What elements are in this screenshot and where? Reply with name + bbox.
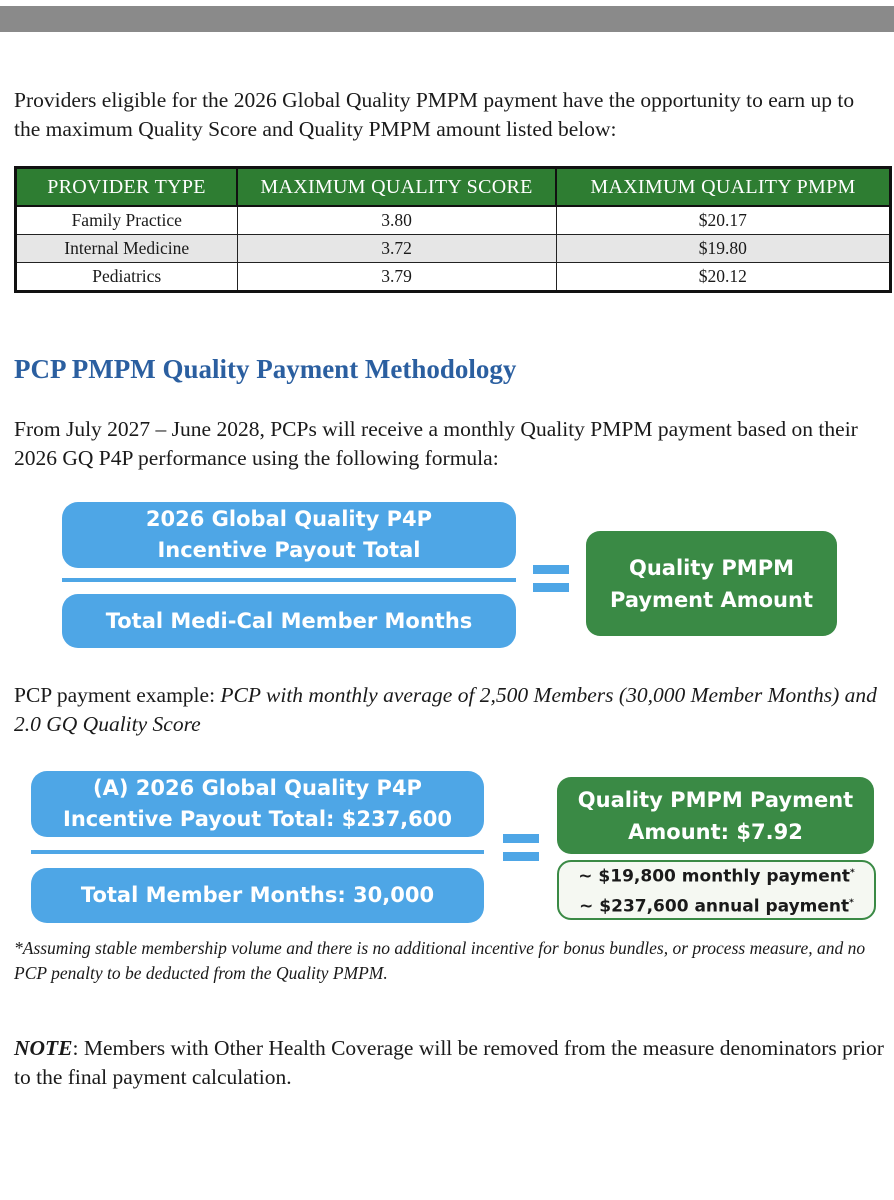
example-payment-summary	[557, 860, 876, 920]
example-numerator-line2: Incentive Payout Total: $237,600	[63, 807, 452, 831]
example-equals-sign-bottom	[503, 852, 539, 861]
quality-score-cell: 3.72	[237, 235, 556, 263]
table-row	[16, 263, 891, 292]
intro-paragraph: Providers eligible for the 2026 Global Quality PMPM payment have the opportunity to earn up to the maximum Quality Score and Quality PMPM amount listed below:	[14, 88, 855, 141]
example-result	[557, 777, 874, 854]
top-white-edge	[0, 0, 894, 6]
quality-score-cell: 3.79	[237, 263, 556, 292]
example-result-line2: Amount: $7.92	[628, 819, 803, 844]
example-equals-sign-top	[503, 834, 539, 843]
formula-numerator	[62, 502, 516, 568]
equals-sign-top	[533, 565, 569, 574]
example-numerator-line1: (A) 2026 Global Quality P4P	[93, 776, 422, 800]
table-row	[16, 206, 891, 235]
provider-type-cell: Internal Medicine	[16, 235, 238, 263]
footnote: *Assuming stable membership volume and there is no additional incentive for bonus bundles, or process measure, and no PCP penalty to be deducted from the Quality PMPM.	[14, 938, 866, 983]
methodology-paragraph: From July 2027 – June 2028, PCPs will receive a monthly Quality PMPM payment based on their 2026 GQ P4P performance using the following formula:	[14, 417, 858, 470]
formula-result-line2: Payment Amount	[610, 587, 813, 612]
formula-numerator-line2: Incentive Payout Total	[157, 538, 421, 562]
formula-numerator-line1: 2026 Global Quality P4P	[145, 507, 433, 531]
monthly-payment: ~ $19,800 monthly payment*	[578, 867, 855, 887]
provider-type-cell: Family Practice	[16, 206, 238, 235]
section-title: PCP PMPM Quality Payment Methodology	[14, 354, 517, 384]
quality-pmpm-cell: $20.17	[556, 206, 891, 235]
header-max-quality-score: MAXIMUM QUALITY SCORE	[237, 168, 556, 207]
formula-denominator-text: Total Medi-Cal Member Months	[105, 608, 473, 633]
example-fraction-line	[31, 850, 484, 854]
formula-result-line1: Quality PMPM	[629, 555, 794, 580]
quality-score-cell: 3.80	[237, 206, 556, 235]
example-denominator	[31, 868, 484, 923]
header-max-quality-pmpm: MAXIMUM QUALITY PMPM	[556, 168, 891, 207]
annual-payment: ~ $237,600 annual payment*	[579, 896, 854, 917]
note-paragraph	[14, 1034, 884, 1092]
formula-result	[586, 531, 837, 636]
example-denominator-text: Total Member Months: 30,000	[80, 883, 435, 907]
example-description: PCP with monthly average of 2,500 Members (30,000 Member Months) and 2.0 GQ Quality Score	[14, 683, 877, 736]
formula-denominator	[62, 594, 516, 648]
example-result-line1: Quality PMPM Payment	[577, 787, 854, 812]
example-paragraph	[14, 681, 884, 739]
quality-pmpm-cell: $19.80	[556, 235, 891, 263]
quality-pmpm-cell: $20.12	[556, 263, 891, 292]
table-header-row	[16, 168, 891, 207]
table-row	[16, 235, 891, 263]
example-prefix: PCP payment example:	[14, 683, 221, 707]
example-numerator	[31, 771, 484, 837]
provider-type-cell: Pediatrics	[16, 263, 238, 292]
equals-sign-bottom	[533, 583, 569, 592]
note-label: NOTE	[14, 1036, 73, 1060]
note-text: : Members with Other Health Coverage will be removed from the measure denominators prior to the final payment calculation.	[14, 1036, 884, 1089]
header-provider-type: PROVIDER TYPE	[16, 168, 238, 207]
quality-score-table	[14, 166, 892, 293]
formula-fraction-line	[62, 578, 516, 582]
